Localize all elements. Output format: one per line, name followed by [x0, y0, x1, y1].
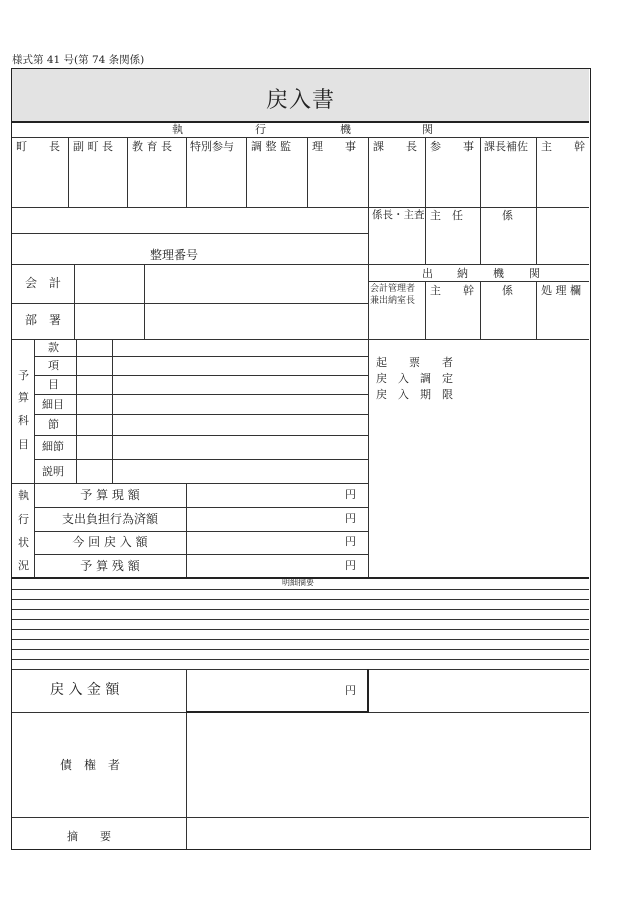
item-saisetsu: 細節: [42, 440, 64, 453]
col-accounting-manager: 会計管理者 兼出納室長: [370, 284, 416, 306]
exec-status-char-3: 状: [18, 536, 29, 549]
exec-agency-header-2: 行: [255, 123, 266, 136]
col-coordinator: 調 整 監: [251, 140, 291, 153]
refund-assessment-label: 戻 入 調 定: [376, 372, 453, 385]
col-special-adviser: 特別参与: [190, 140, 234, 153]
col-processing: 処 理 欄: [541, 284, 581, 297]
col-subsection-chief: 係長・主査: [372, 209, 425, 221]
yen-unit: 円: [345, 512, 356, 525]
drafter-label: 起 票 者: [376, 356, 453, 369]
col-disb-chief-officer: 主 幹: [430, 284, 474, 297]
reference-number-label: 整理番号: [150, 248, 199, 262]
exec-status-char-1: 執: [18, 489, 29, 502]
department-label: 部 署: [25, 313, 62, 327]
refund-deadline-label: 戻 入 期 限: [376, 388, 453, 401]
item-moku: 目: [48, 378, 59, 391]
form-number: 様式第 41 号(第 74 条関係): [12, 54, 145, 66]
item-saimoku: 細目: [42, 398, 64, 411]
budget-subject-char-2: 算: [18, 391, 29, 404]
col-disb-staff: 係: [502, 284, 513, 297]
col-staff: 係: [502, 209, 513, 222]
remarks-label: 摘 要: [67, 830, 111, 843]
item-setsu: 節: [48, 418, 59, 431]
disb-agency-header-1: 出: [422, 267, 433, 280]
col-assistant-chief: 課長補佐: [484, 140, 528, 153]
yen-unit: 円: [345, 559, 356, 572]
item-kou: 項: [48, 359, 59, 372]
creditor-label: 債 権 者: [60, 758, 121, 772]
col-deputy-mayor: 副 町 長: [73, 140, 113, 153]
budget-remaining-label: 予 算 残 額: [80, 559, 140, 573]
exec-status-char-4: 況: [18, 559, 29, 572]
col-counselor: 参 事: [430, 140, 474, 153]
col-supervisor: 主 任: [430, 209, 463, 222]
details-label: 明細摘要: [282, 578, 314, 587]
budget-subject-char-4: 目: [18, 438, 29, 451]
refund-amount-label: 戻 入 金 額: [50, 682, 120, 698]
item-kan: 款: [48, 341, 59, 354]
exec-status-char-2: 行: [18, 513, 29, 526]
col-mayor: 町 長: [16, 140, 60, 153]
exec-agency-header-1: 執: [172, 123, 183, 136]
yen-unit: 円: [345, 684, 356, 697]
disb-agency-header-2: 納: [457, 267, 468, 280]
yen-unit: 円: [345, 488, 356, 501]
disb-agency-header-3: 機: [493, 267, 504, 280]
col-superintendent: 教 育 長: [132, 140, 172, 153]
accounting-label: 会 計: [25, 276, 62, 290]
budget-subject-char-1: 予: [18, 369, 29, 382]
yen-unit: 円: [345, 535, 356, 548]
budget-subject-char-3: 科: [18, 414, 29, 427]
budget-current-label: 予 算 現 額: [80, 488, 140, 502]
exec-agency-header-3: 機: [340, 123, 351, 136]
disb-agency-header-4: 関: [529, 267, 540, 280]
col-chief-officer: 主 幹: [541, 140, 585, 153]
refund-form: [11, 68, 591, 850]
form-title: 戻入書: [265, 88, 335, 113]
item-explanation: 説明: [42, 465, 64, 478]
col-section-chief: 課 長: [373, 140, 417, 153]
current-refund-label: 今 回 戻 入 額: [72, 535, 148, 549]
col-director: 理 事: [312, 140, 356, 153]
exec-agency-header-4: 関: [422, 123, 433, 136]
committed-amount-label: 支出負担行為済額: [61, 512, 158, 526]
